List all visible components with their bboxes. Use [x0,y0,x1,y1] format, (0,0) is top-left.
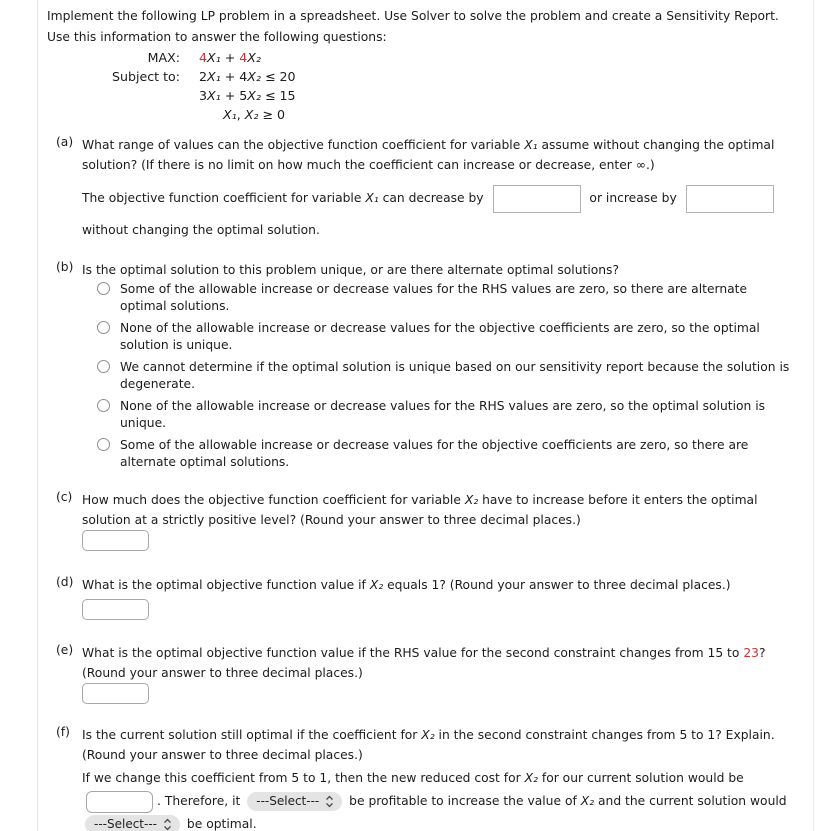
obj-coef-1: 4 [199,50,208,65]
empty-label [47,86,180,105]
qd-text-1: What is the optimal objective function value if [82,578,370,592]
radio-option-3[interactable] [97,360,110,373]
qc-var: X₂ [464,493,479,507]
question-c-text [82,490,791,530]
lp-constraint1-row [47,67,801,86]
lp-nonnegativity-row [47,105,801,124]
c2-rhs: ≤ 15 [260,88,296,103]
c2-mid: + 5 [220,88,248,103]
question-b-label: (b) [56,260,74,274]
question-a-text [82,135,791,175]
question-e-label: (e) [56,643,74,657]
question-c-label: (c) [56,490,73,504]
empty-label [47,105,180,124]
c1-mid: + 4 [220,69,248,84]
option-3-label[interactable]: We cannot determine if the optimal solution is unique based on our sensitivity report because the solution is degenerate. [120,360,790,391]
qa-ans-text-4: without changing the optimal solution. [82,223,320,237]
question-d-label: (d) [56,575,74,589]
question-e [56,643,791,683]
constraint1-expression [199,67,296,86]
qf-period: . [157,794,161,808]
qa-text-2: assume without changing the optimal solution? (If there is no limit on how much the coefficient can increase or decrease, enter ∞.) [82,138,775,172]
qf-exp-text-6: be optimal. [186,817,257,831]
question-a [56,135,791,175]
lp-objective-row [47,48,801,67]
qf-exp-var-1: X₂ [524,771,538,785]
nonnegativity-expression [223,105,285,124]
optimal-select-value: ---Select--- [94,817,157,831]
qd-var: X₂ [369,578,384,592]
lp-formulation [47,48,801,124]
option-row-1 [97,281,791,314]
qd-text-2: equals 1? (Round your answer to three decimal places.) [383,578,731,592]
option-2-label[interactable]: None of the allowable increase or decrease values for the objective coefficients are zero, so the optimal solution is unique. [120,321,760,352]
option-4-label[interactable]: None of the allowable increase or decrease values for the RHS values are zero, so the optimal solution is unique. [120,399,766,430]
qe-text-2: ? (Round your answer to three decimal places.) [82,646,766,680]
option-1-label[interactable]: Some of the allowable increase or decrease values for the RHS values are zero, so there are alternate optimal solutions. [120,282,748,313]
question-a-answer-line [82,182,791,246]
qf-exp-text-4: be profitable to increase the value of [349,794,581,808]
nn-sep: , [236,107,245,122]
qa-ans-text-2: can decrease by [378,191,484,205]
obj-plus: + [220,50,240,65]
qe-highlighted-value: 23 [743,646,759,660]
qf-exp-text-3: Therefore, it [164,794,241,808]
qf-exp-text-2: for our current solution would be [537,771,744,785]
question-e-text [82,643,791,683]
question-f [56,725,791,765]
subject-to-label: Subject to: [112,69,180,84]
qf-text-1: Is the current solution still optimal if the coefficient for [82,728,422,742]
c2-var-1: X₁ [207,88,221,103]
constraint2-expression [199,86,296,105]
qf-exp-text-1: If we change this coefficient from 5 to 1, then the new reduced cost for [82,771,525,785]
obj-var-1: X₁ [207,50,221,65]
c2-var-2: X₂ [247,88,261,103]
option-row-4 [97,398,791,431]
nn-var-2: X₂ [244,107,259,122]
lp-constraint2-row [47,86,801,105]
c1-coef-1: 2 [199,69,208,84]
qa-ans-text-1: The objective function coefficient for variable [82,191,366,205]
question-c [56,490,791,530]
profitable-select-dropdown[interactable] [247,792,342,811]
question-e-answer-input[interactable] [82,683,149,704]
question-b [56,260,791,280]
nn-rhs: ≥ 0 [258,107,285,122]
c1-var-1: X₁ [207,69,221,84]
qa-ans-text-3: or increase by [589,191,677,205]
qf-exp-var-2: X₂ [580,794,595,808]
qe-text-1: What is the optimal objective function value if the RHS value for the second constraint changes from 15 to [82,646,744,660]
qa-ans-var: X₁ [365,191,379,205]
qf-text-2: in the second constraint changes from 5 to 1? Explain. (Round your answer to three decimal places.) [82,728,775,762]
radio-option-2[interactable] [97,321,110,334]
question-f-label: (f) [56,725,70,739]
obj-var-2: X₂ [247,50,261,65]
select-chevrons-icon [325,795,334,808]
c1-var-2: X₂ [247,69,261,84]
option-row-3 [97,359,791,392]
obj-coef-2: 4 [239,50,248,65]
problem-statement: Implement the following LP problem in a spreadsheet. Use Solver to solve the problem and create a Sensitivity Report. Use this information to answer the following questions: [47,9,779,44]
select-chevrons-icon [163,818,172,831]
option-5-label[interactable]: Some of the allowable increase or decrease values for the objective coefficients are zero, so there are alternate optimal solutions. [120,438,749,469]
question-c-answer-input[interactable] [82,530,149,551]
reduced-cost-input[interactable] [86,791,153,813]
qa-var: X₁ [524,138,538,152]
profitable-select-value: ---Select--- [256,794,320,808]
question-f-explanation [82,767,791,831]
radio-option-4[interactable] [97,399,110,412]
optimal-select-dropdown[interactable] [85,815,180,831]
qf-exp-text-5: and the current solution would [594,794,787,808]
qc-text-1: How much does the objective function coefficient for variable [82,493,465,507]
decrease-by-input[interactable] [493,185,581,213]
question-d [56,575,791,595]
objective-expression [199,48,261,67]
c2-coef-1: 3 [199,88,208,103]
c1-rhs: ≤ 20 [260,69,296,84]
question-f-text [82,725,791,765]
option-row-5 [97,437,791,470]
qf-var: X₂ [421,728,435,742]
question-b-options [97,281,791,470]
question-d-text [82,575,791,595]
qa-text-1: What range of values can the objective function coefficient for variable [82,138,525,152]
question-d-answer-input[interactable] [82,599,149,620]
radio-option-5[interactable] [97,438,110,451]
question-b-text: Is the optimal solution to this problem unique, or are there alternate optimal solutions? [82,263,619,277]
radio-option-1[interactable] [97,282,110,295]
nn-var-1: X₁ [223,107,237,122]
max-label: MAX: [147,50,180,65]
increase-by-input[interactable] [686,185,774,213]
option-row-2 [97,320,791,353]
question-panel [37,0,814,831]
question-a-label: (a) [56,135,74,149]
qc-text-2: have to increase before it enters the optimal solution at a strictly positive level? (Round your answer to three decimal places.) [82,493,758,527]
